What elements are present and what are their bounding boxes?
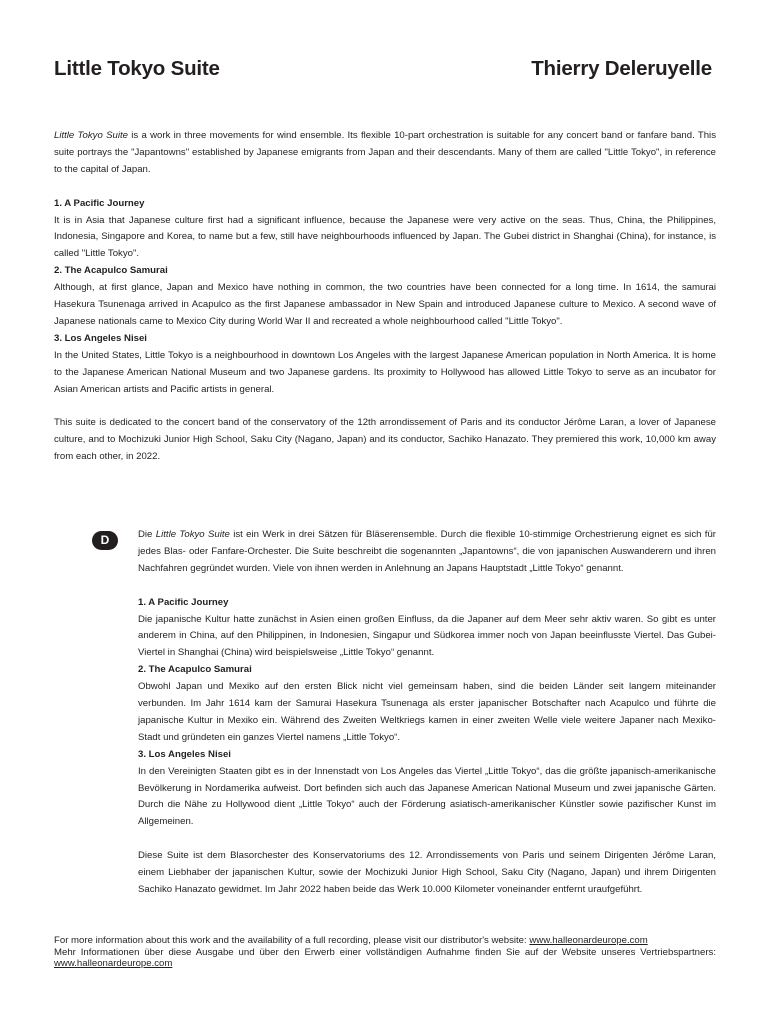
german-section	[138, 527, 716, 899]
english-movement-2-text: Although, at first glance, Japan and Mexico have nothing in common, the two countries have been connected for a long time. In 1614, the samurai Hasekura Tsunenaga arrived in Acapulco as the first Japanese ambassador in New Spain and introduced Japanese culture to Mexico. A second wave of Japanese nationals came to Mexico City during World War II and recreated a whole neighbourhood called "Little Tokyo".	[54, 282, 716, 327]
german-movement-3-text: In den Vereinigten Staaten gibt es in der Innenstadt von Los Angeles das Viertel „Little Tokyo“, das die größte japanisch-amerikanische Bevölkerung in Nordamerika aufweist. Dort befinden sich auch das Japanese American National Museum und zwei japanische Gärten. Durch die Nähe zu Hollywood dient „Little Tokyo“ auch der Förderung asiatisch-amerikanischer Künstler sowie pazifischer Kunst im Allgemeinen.	[138, 765, 716, 828]
english-movement-3-text: In the United States, Little Tokyo is a neighbourhood in downtown Los Angeles with the largest Japanese American population in North America. It is home to the Japanese American National Museum and two Japanese gardens. Its proximity to Hollywood has allowed Little Tokyo to serve as an incubator for Asian American artists and Pacific artists in general.	[54, 349, 716, 395]
english-intro	[54, 128, 716, 179]
english-intro-title: Little Tokyo Suite	[54, 130, 128, 141]
german-intro	[138, 527, 716, 578]
english-movement-1-heading: 1. A Pacific Journey	[54, 197, 145, 209]
german-dedication: Diese Suite ist dem Blasorchester des Konservatoriums des 12. Arrondissements von Paris und seinem Dirigenten Jérôme Laran, einem Liebhaber der japanischen Kultur, sowie der Mochizuki Junior High School, Saku City (Nagano, Japan) und ihrem Dirigenten Sachiko Hanazato gewidmet. Im Jahr 2022 haben beide das Werk 10.000 Kilometer voneinander entfernt uraufgeführt.	[138, 850, 716, 895]
footer-english	[54, 935, 716, 947]
german-movement-3-heading: 3. Los Angeles Nisei	[138, 748, 231, 760]
english-movement-1-text: It is in Asia that Japanese culture first had a significant influence, because the Japanese were very active on the seas. Thus, China, the Philippines, Indonesia, Singapore and Korea, to name but a few, still have neighbourhoods influenced by Japan. The Gubei district in Shanghai (China), for instance, is called "Little Tokyo".	[54, 214, 716, 260]
english-section	[54, 128, 716, 466]
english-movement-3-heading: 3. Los Angeles Nisei	[54, 332, 147, 344]
german-movement-1-heading: 1. A Pacific Journey	[138, 596, 229, 608]
footer-german-text: Mehr Informationen über diese Ausgabe und über den Erwerb einer vollständigen Aufnahme finden Sie auf der Website unseres Vertriebspartners:	[54, 946, 716, 958]
german-movement-2-heading: 2. The Acapulco Samurai	[138, 664, 252, 676]
footer-english-text: For more information about this work and the availability of a full recording, please visit our distributor's website:	[54, 935, 530, 946]
german-intro-pre: Die	[138, 529, 156, 540]
footer	[54, 935, 716, 970]
footer-german	[54, 947, 716, 970]
german-movement-1-text: Die japanische Kultur hatte zunächst in Asien einen großen Einfluss, da die Japaner auf dem Meer sehr aktiv waren. So gibt es unter anderem in China, auf den Philippinen, in Indonesien, Singapur und Südkorea immer noch von Japan beeinflusste Viertel. Das Gubei-Viertel in Shanghai (China) wird beispielsweise „Little Tokyo“ genannt.	[138, 613, 716, 659]
german-intro-title: Little Tokyo Suite	[155, 529, 230, 540]
english-dedication: This suite is dedicated to the concert band of the conservatory of the 12th arrondissement of Paris and its conductor Jérôme Laran, a lover of Japanese culture, and to Mochizuki Junior High School, Saku City (Nagano, Japan) and its conductor, Sachiko Hanazato. They premiered this work, 10,000 km away from each other, in 2022.	[54, 417, 716, 463]
german-language-badge: D	[92, 531, 118, 550]
german-movement-2-text: Obwohl Japan und Mexiko auf den ersten Blick nicht viel gemeinsam haben, sind die beiden Länder seit langem miteinander verbunden. Im Jahr 1614 kam der Samurai Hasekura Tsunenaga als erster japanischer Botschafter nach Acapulco und führte die japanische Kultur in Mexiko ein. Während des Zweiten Weltkriegs kamen in einer zweiten Welle viele weitere Japaner nach Mexiko-Stadt und gründeten ein ganzes Viertel namens „Little Tokyo“.	[138, 681, 716, 743]
footer-german-link[interactable]: www.halleonardeurope.com	[54, 958, 173, 969]
piece-title: Little Tokyo Suite	[54, 57, 220, 80]
english-movement-2-heading: 2. The Acapulco Samurai	[54, 265, 168, 277]
composer-name: Thierry Deleruyelle	[531, 57, 712, 80]
german-intro-text: ist ein Werk in drei Sätzen für Bläserensemble. Durch die flexible 10-stimmige Orchestrierung eignet es sich für jedes Blas- oder Fanfare-Orchester. Die Suite beschreibt die sogenannten „Japantowns“, die von japanischen Auswanderern und ihren Nachfahren gegründet wurden. Viele von ihnen werden in Anlehnung an Japans Hauptstadt „Little Tokyo“ genannt.	[138, 529, 716, 574]
english-intro-text: is a work in three movements for wind ensemble. Its flexible 10-part orchestration is suitable for any concert band or fanfare band. This suite portrays the "Japantowns" established by Japanese emigrants from Japan and their descendants. Many of them are called "Little Tokyo", in reference to the capital of Japan.	[54, 130, 716, 175]
footer-english-link[interactable]: www.halleonardeurope.com	[529, 935, 648, 946]
